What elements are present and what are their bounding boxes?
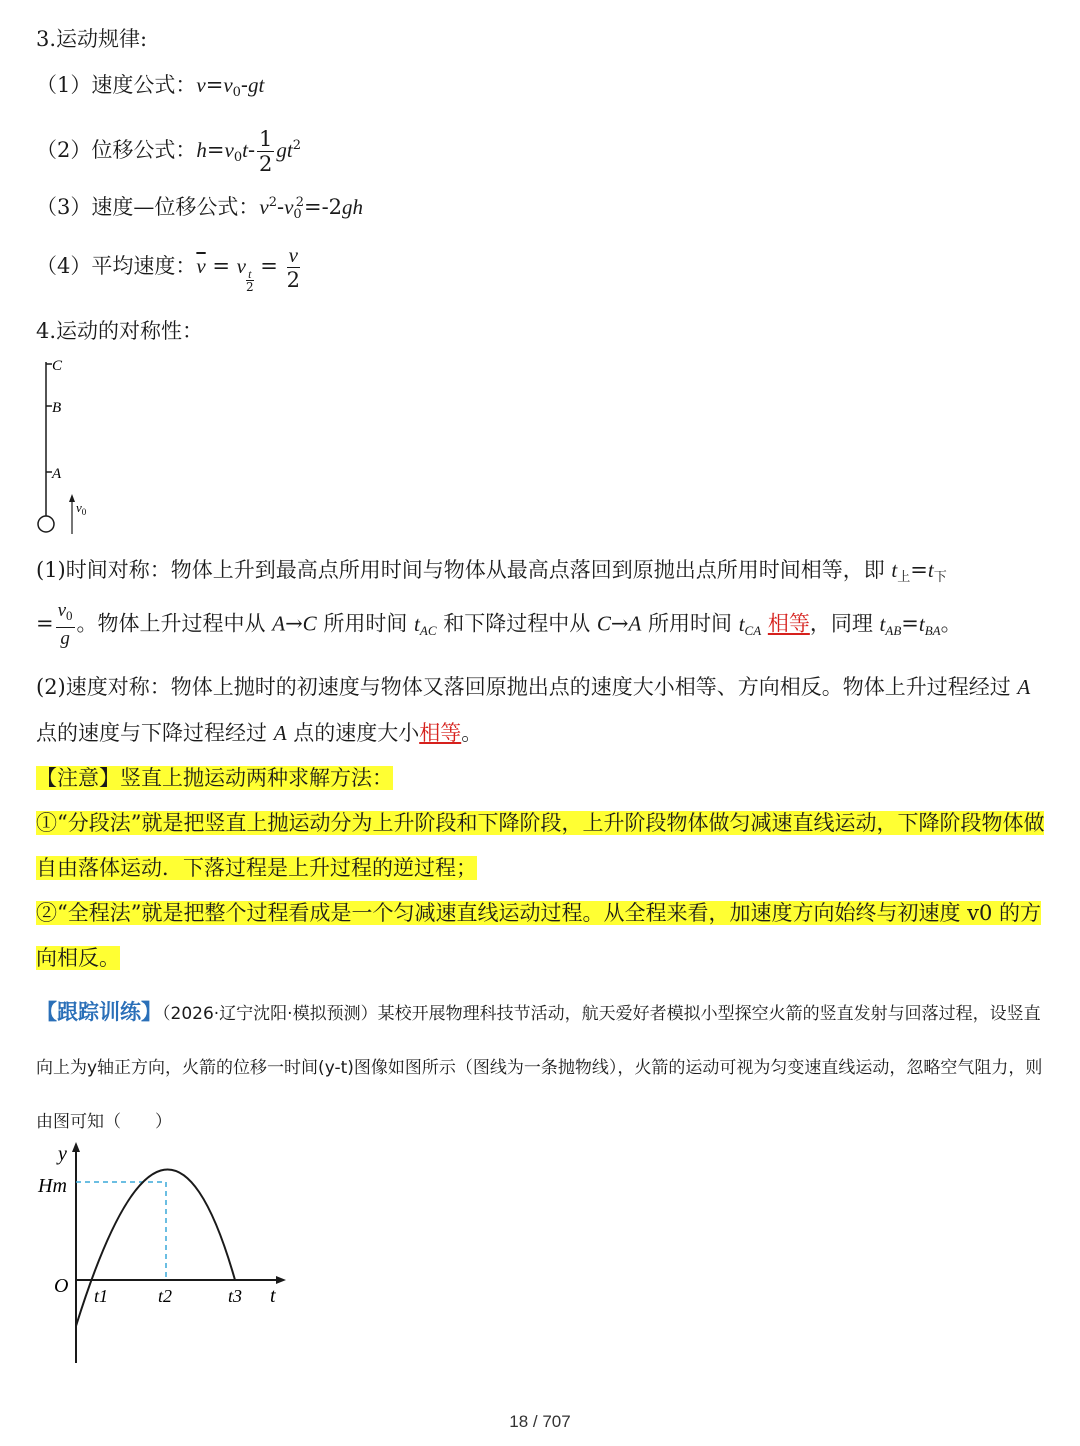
method-whole: ②“全程法”就是把整个过程看成是一个匀减速直线运动过程。从全程来看，加速度方向始终与初速度 v0 的方向相反。 <box>36 901 1042 970</box>
formula-label: （4）平均速度： <box>36 254 197 278</box>
t3-label: t3 <box>228 1286 243 1306</box>
hm-text: Hm <box>38 1175 67 1197</box>
speed-symmetry-paragraph: (2)速度对称：物体上抛时的初速度与物体又落回原抛出点的速度大小相等、方向相反。物体上升过程经过 A 点的速度与下降过程经过 A 点的速度大小相等。 <box>36 675 1031 745</box>
velocity-label: $v_0$ <box>76 500 87 517</box>
time-symmetry-paragraph: (1)时间对称：物体上升到最高点所用时间与物体从最高点落回到原抛出点所用时间相等，即 $t_上=t_下$ = $\frac{v_0}{g}$ 。物体上升过程中从 A→C 所用时间 $t_{AC}$ 和下降过程中从 C→A 所用时间 $t_{CA}$ 相等，同理 $t_{AB}=t_{BA}$。 <box>36 558 962 649</box>
note-title: 【注意】竖直上抛运动两种求解方法： <box>36 766 393 790</box>
emphasis-equal: 相等 <box>767 611 810 636</box>
point-b-label: B <box>52 400 62 416</box>
exercise-text: 某校开展物理科技节活动，航天爱好者模拟小型探空火箭的竖直发射与回落过程，设竖直向上为y轴正方向，火箭的位移一时间(y-t)图像如图所示（图线为一条抛物线），火箭的运动可视为匀变速直线运动，忽略空气阻力，则由图可知（ ） <box>36 1004 1043 1132</box>
formula-displacement: （2）位移公式：$h=v_0t-$ $\frac{1}{2}$ $gt^2$ <box>36 127 302 176</box>
point-a-label: A <box>52 466 62 482</box>
formula-average-velocity: （4）平均速度：$\overline{v} = v$ $\frac{t}{2}$ = $\frac{v}{2}$ <box>36 243 300 294</box>
formula-velocity: （1）速度公式：$v=v_0-gt$ <box>36 73 265 100</box>
t1-label: t1 <box>94 1286 109 1306</box>
formula-velocity-displacement: （3）速度—位移公式：$v^2-v_0^2=-2gh$ <box>36 195 364 222</box>
section3-title: 3.运动规律: <box>36 27 148 51</box>
emphasis-equal-2: 相等 <box>419 721 462 745</box>
formula-label: （1）速度公式： <box>36 73 197 97</box>
point-c-label: C <box>52 358 63 374</box>
ball-circle <box>38 516 54 532</box>
note-block <box>36 756 1046 981</box>
yt-graph <box>36 1138 306 1370</box>
section4-title: 4.运动的对称性： <box>36 319 204 343</box>
method-segment: ①“分段法”就是把竖直上抛运动分为上升阶段和下降阶段，上升阶段物体做匀减速直线运动，下降阶段物体做自由落体运动．下落过程是上升过程的逆过程； <box>36 811 1045 880</box>
exercise-paragraph <box>36 986 1046 1148</box>
t2-label: t2 <box>158 1286 173 1306</box>
y-axis-label: y <box>58 1143 67 1165</box>
exercise-source: （2026·辽宁沈阳·模拟预测） <box>162 1004 378 1024</box>
page-number: 18 / 707 <box>509 1412 571 1431</box>
vertical-motion-diagram <box>30 352 100 542</box>
t-axis-label: t <box>270 1285 276 1307</box>
formula-label: （2）位移公式： <box>36 138 197 162</box>
origin-label: O <box>54 1275 69 1297</box>
hm-label <box>37 1175 67 1197</box>
formula-label: （3）速度—位移公式： <box>36 195 260 219</box>
exercise-tag: 【跟踪训练】 <box>36 1000 162 1024</box>
